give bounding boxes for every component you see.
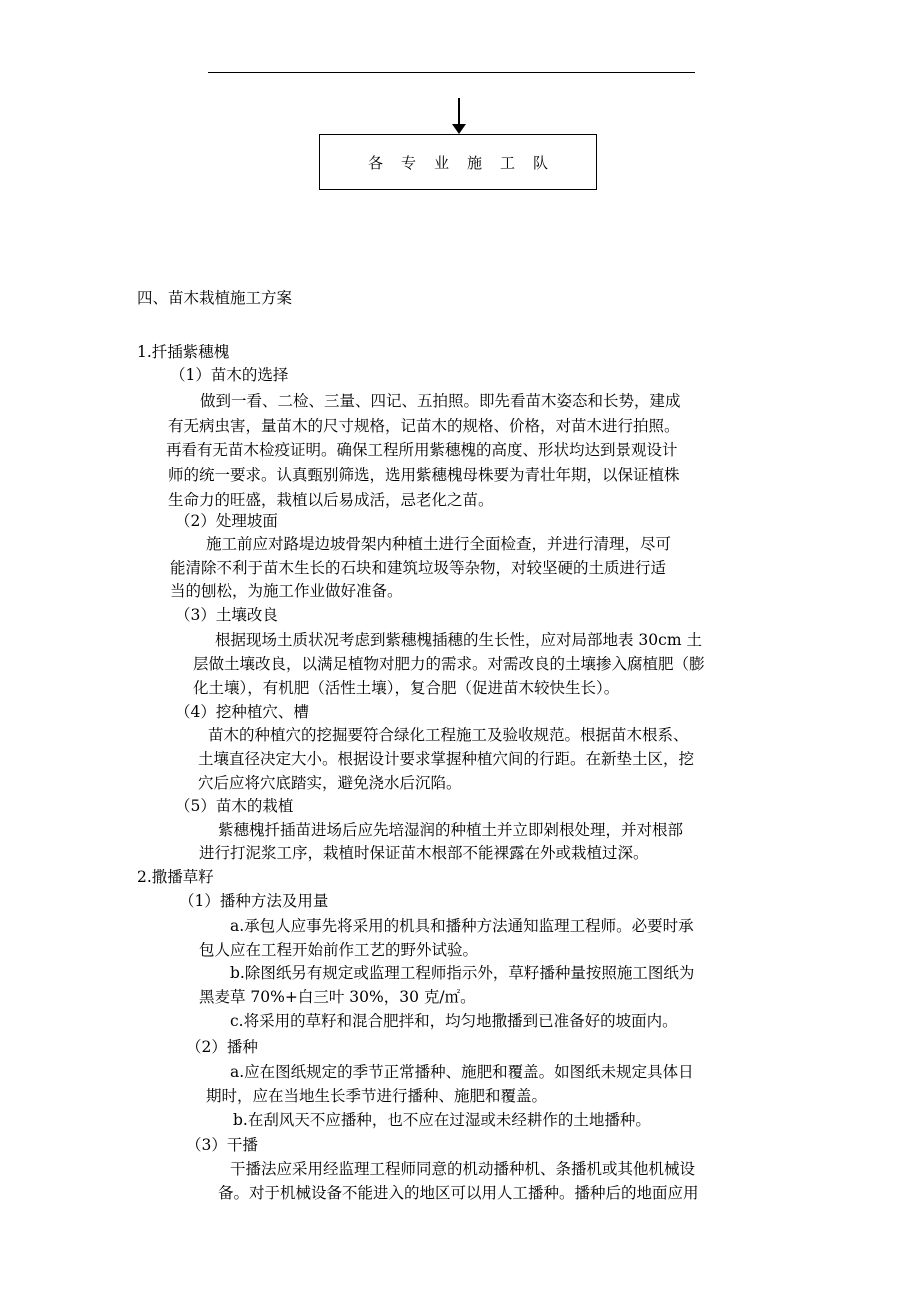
doc-line: （4）挖种植穴、槽 [175, 703, 309, 721]
doc-line: 干播法应采用经监理工程师同意的机动播种机、条播机或其他机械设 [230, 1160, 696, 1178]
doc-line: （1）苗木的选择 [170, 366, 289, 384]
doc-line: 层做土壤改良，以满足植物对肥力的需求。对需改良的土壤掺入腐植肥（膨 [193, 655, 705, 673]
doc-line: 化土壤），有机肥（活性土壤），复合肥（促进苗木较快生长）。 [193, 679, 620, 697]
doc-line: 做到一看、二检、三量、四记、五拍照。即先看苗木姿态和长势，建成 [200, 392, 681, 410]
doc-line: （3）干播 [186, 1136, 258, 1154]
section-heading: 四、苗木栽植施工方案 [137, 289, 293, 307]
doc-line: 紫穗槐扦插苗进场后应先培湿润的种植土并立即剁根处理，并对根部 [218, 821, 684, 839]
doc-line: 师的统一要求。认真甄别筛选，选用紫穗槐母株要为青壮年期，以保证植株 [168, 466, 680, 484]
doc-line: c.将采用的草籽和混合肥拌和，均匀地撒播到已准备好的坡面内。 [230, 1012, 678, 1030]
doc-line: （2）处理坡面 [175, 512, 278, 530]
construction-team-label: 各专业施工队 [367, 153, 566, 172]
doc-line: 包人应在工程开始前作工艺的野外试验。 [199, 941, 479, 959]
doc-line: 穴后应将穴底踏实，避免浇水后沉陷。 [198, 774, 462, 792]
doc-line: b.除图纸另有规定或监理工程师指示外，草籽播种量按照施工图纸为 [230, 964, 695, 982]
flowchart-top-line [208, 72, 695, 73]
doc-line: 期时，应在当地生长季节进行播种、施肥和覆盖。 [206, 1087, 548, 1105]
doc-line: 再看有无苗木检疫证明。确保工程所用紫穗槐的高度、形状均达到景观设计 [166, 441, 678, 459]
doc-line: 备。对于机械设备不能进入的地区可以用人工播种。播种后的地面应用 [218, 1184, 699, 1202]
doc-line: 根据现场土质状况考虑到紫穗槐插穗的生长性，应对局部地表 30cm 土 [215, 631, 702, 649]
doc-line: 2.撒播草籽 [137, 868, 214, 886]
doc-line: 能清除不利于苗木生长的石块和建筑垃圾等杂物，对较坚硬的土质进行适 [170, 559, 667, 577]
doc-line: b.在刮风天不应播种，也不应在过湿或未经耕作的土地播种。 [233, 1111, 651, 1129]
construction-team-box [319, 134, 597, 190]
doc-line: （3）土壤改良 [175, 606, 278, 624]
doc-line: a.应在图纸规定的季节正常播种、施肥和覆盖。如图纸未规定具体日 [230, 1063, 694, 1081]
doc-line: 有无病虫害，量苗木的尺寸规格，记苗木的规格、价格，对苗木进行拍照。 [168, 417, 680, 435]
doc-line: a.承包人应事先将采用的机具和播种方法通知监理工程师。必要时承 [230, 917, 694, 935]
doc-line: 黑麦草 70%+白三叶 30%，30 克/㎡。 [199, 988, 476, 1006]
flowchart-arrow-shaft [458, 98, 460, 126]
doc-line: 生命力的旺盛，栽植以后易成活，忌老化之苗。 [168, 491, 494, 509]
doc-line: （5）苗木的栽植 [175, 797, 294, 815]
doc-line: 进行打泥浆工序，栽植时保证苗木根部不能裸露在外或栽植过深。 [199, 844, 649, 862]
doc-line: 当的刨松，为施工作业做好准备。 [170, 582, 403, 600]
doc-line: 苗木的种植穴的挖掘要符合绿化工程施工及验收规范。根据苗木根系、 [208, 726, 689, 744]
doc-line: 土壤直径决定大小。根据设计要求掌握种植穴间的行距。在新垫土区，挖 [198, 750, 695, 768]
doc-line: （1）播种方法及用量 [179, 892, 329, 910]
doc-line: 施工前应对路堤边坡骨架内种植土进行全面检查，并进行清理，尽可 [206, 535, 672, 553]
arrow-down-icon [452, 124, 466, 134]
doc-line: （2）播种 [186, 1038, 258, 1056]
doc-line: 1.扦插紫穗槐 [137, 343, 230, 361]
